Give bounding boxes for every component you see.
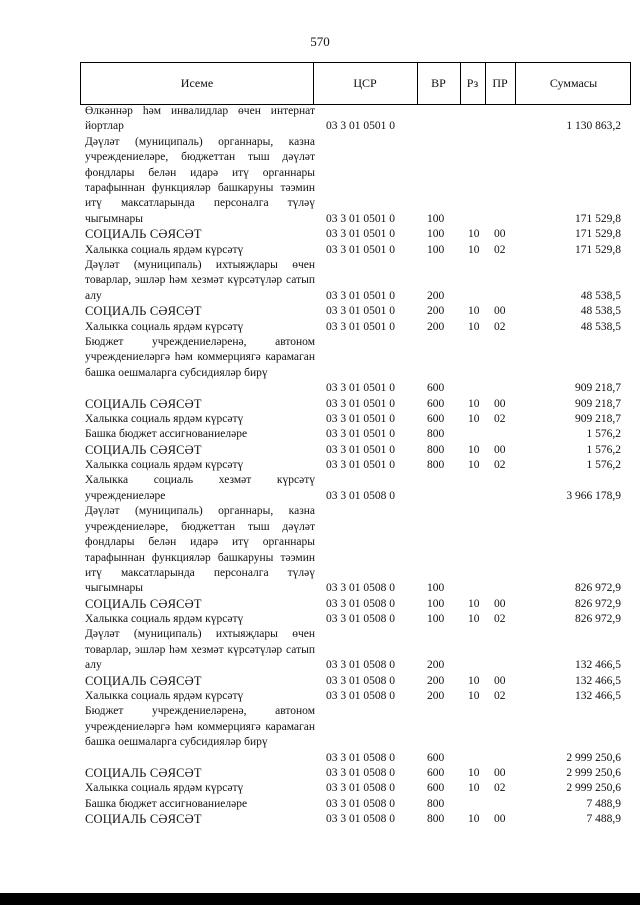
table-row (80, 689, 631, 704)
cell-pr: 00 (494, 305, 506, 318)
cell-sum: 1 576,2 (586, 428, 621, 441)
cell-rz: 10 (468, 320, 480, 333)
cell-name: Дәүләт (муниципаль) ихтыяҗлары өчен товарлар, эшләр һәм хезмәт күрсәтүләр сатып алу (85, 258, 315, 302)
table-row (80, 504, 631, 596)
header-sum: Суммасы (549, 76, 598, 90)
cell-csr: 03 3 01 0508 0 (326, 797, 395, 810)
cell-sum: 1 576,2 (586, 459, 621, 472)
cell-csr: 03 3 01 0508 0 (326, 767, 395, 780)
cell-pr: 00 (494, 597, 506, 610)
cell-sum: 909 218,7 (575, 382, 621, 395)
cell-csr: 03 3 01 0501 0 (326, 289, 395, 302)
cell-vr: 200 (427, 320, 445, 333)
cell-csr: 03 3 01 0508 0 (326, 782, 395, 795)
cell-sum: 171 529,8 (575, 212, 621, 225)
cell-name: Дәүләт (муниципаль) органнары, казна учреждениеләре, бюджеттан тыш дәүләт фондлары белән идарә итү органнары тарафыннан функцияләр башкаруны тәэмин итү максатларында персоналга түләү чыгымнары (85, 505, 315, 595)
cell-csr: 03 3 01 0501 0 (326, 243, 395, 256)
cell-vr: 100 (427, 228, 445, 241)
table-row (80, 766, 631, 781)
cell-pr: 00 (494, 397, 506, 410)
cell-rz: 10 (468, 690, 480, 703)
cell-vr: 100 (427, 212, 445, 225)
cell-vr: 200 (427, 305, 445, 318)
cell-csr: 03 3 01 0501 0 (326, 305, 395, 318)
table-header (80, 62, 631, 105)
cell-csr: 03 3 01 0508 0 (326, 751, 395, 764)
cell-vr: 100 (427, 243, 445, 256)
cell-vr: 200 (427, 289, 445, 302)
cell-name: СОЦИАЛЬ СӘЯСӘТ (85, 812, 202, 827)
cell-name: СОЦИАЛЬ СӘЯСӘТ (85, 442, 202, 457)
cell-pr: 00 (494, 228, 506, 241)
cell-csr: 03 3 01 0501 0 (326, 443, 395, 456)
table-row (80, 427, 631, 442)
table-row (80, 258, 631, 304)
cell-vr: 600 (427, 397, 445, 410)
cell-vr: 100 (427, 582, 445, 595)
header-vr: ВР (431, 76, 446, 90)
cell-rz: 10 (468, 674, 480, 687)
header-pr: ПР (492, 76, 508, 90)
cell-pr: 00 (494, 813, 506, 826)
cell-rz: 10 (468, 459, 480, 472)
cell-rz: 10 (468, 813, 480, 826)
cell-vr: 800 (427, 797, 445, 810)
cell-name: Халыкка социаль ярдәм күрсәтү (85, 320, 244, 333)
table-row (80, 335, 631, 397)
table-row (80, 397, 631, 412)
cell-rz: 10 (468, 782, 480, 795)
cell-pr: 00 (494, 443, 506, 456)
cell-sum: 826 972,9 (575, 582, 621, 595)
table-row (80, 473, 631, 504)
cell-rz: 10 (468, 613, 480, 626)
cell-csr: 03 3 01 0501 0 (326, 412, 395, 425)
cell-vr: 200 (427, 674, 445, 687)
cell-sum: 2 999 250,6 (566, 767, 621, 780)
cell-pr: 02 (494, 459, 506, 472)
cell-name: Халыкка социаль ярдәм күрсәтү (85, 412, 244, 425)
cell-pr: 02 (494, 243, 506, 256)
table-row (80, 320, 631, 335)
table-row (80, 135, 631, 227)
cell-name: Бюджет учреждениеләренә, автоном учреждениеләргә һәм коммерциягә карамаган башка оешмаларга субсидияләр бирү (85, 335, 315, 379)
cell-sum: 48 538,5 (580, 305, 621, 318)
cell-csr: 03 3 01 0508 0 (326, 659, 395, 672)
cell-sum: 826 972,9 (575, 597, 621, 610)
cell-sum: 2 999 250,6 (566, 782, 621, 795)
cell-csr: 03 3 01 0508 0 (326, 690, 395, 703)
table-row (80, 781, 631, 796)
cell-name: Халыкка социаль ярдәм күрсәтү (85, 782, 244, 795)
cell-name: Бюджет учреждениеләренә, автоном учреждениеләргә һәм коммерциягә карамаган башка оешмаларга субсидияләр бирү (85, 705, 315, 749)
table-row (80, 458, 631, 473)
table-row (80, 704, 631, 766)
cell-rz: 10 (468, 228, 480, 241)
cell-csr: 03 3 01 0501 0 (326, 320, 395, 333)
table-row (80, 304, 631, 319)
cell-sum: 48 538,5 (580, 320, 621, 333)
cell-vr: 600 (427, 767, 445, 780)
cell-sum: 132 466,5 (575, 690, 621, 703)
cell-csr: 03 3 01 0508 0 (326, 613, 395, 626)
cell-vr: 800 (427, 443, 445, 456)
cell-name: СОЦИАЛЬ СӘЯСӘТ (85, 673, 202, 688)
cell-name: Дәүләт (муниципаль) органнары, казна учреждениеләре, бюджеттан тыш дәүләт фондлары белән идарә итү органнары тарафыннан функцияләр башкаруны тәэмин итү максатларында персоналга түләү чыгымнары (85, 135, 315, 225)
cell-vr: 200 (427, 690, 445, 703)
cell-name: СОЦИАЛЬ СӘЯСӘТ (85, 596, 202, 611)
header-rz: Рз (466, 76, 479, 90)
cell-csr: 03 3 01 0501 0 (326, 212, 395, 225)
table-row (80, 443, 631, 458)
cell-vr: 600 (427, 382, 445, 395)
cell-name: Халыкка социаль хезмәт күрсәтү учреждениеләре (85, 474, 315, 502)
cell-vr: 800 (427, 813, 445, 826)
table-row (80, 104, 631, 135)
cell-vr: 600 (427, 412, 445, 425)
table-row (80, 227, 631, 242)
cell-name: СОЦИАЛЬ СӘЯСӘТ (85, 304, 202, 319)
cell-csr: 03 3 01 0508 0 (326, 813, 395, 826)
cell-pr: 00 (494, 767, 506, 780)
table-row (80, 812, 631, 827)
table-body (80, 104, 631, 828)
cell-csr: 03 3 01 0508 0 (326, 582, 395, 595)
table-row (80, 674, 631, 689)
header-csr: ЦСР (353, 76, 377, 90)
cell-vr: 100 (427, 613, 445, 626)
cell-pr: 02 (494, 320, 506, 333)
cell-rz: 10 (468, 412, 480, 425)
cell-name: Дәүләт (муниципаль) ихтыяҗлары өчен товарлар, эшләр һәм хезмәт күрсәтүләр сатып алу (85, 628, 315, 672)
cell-name: Халыкка социаль ярдәм күрсәтү (85, 613, 244, 626)
cell-csr: 03 3 01 0501 0 (326, 428, 395, 441)
cell-pr: 00 (494, 674, 506, 687)
table-row (80, 243, 631, 258)
header-name: Исеме (180, 76, 214, 90)
cell-rz: 10 (468, 597, 480, 610)
cell-pr: 02 (494, 782, 506, 795)
cell-vr: 800 (427, 428, 445, 441)
cell-name: Башка бюджет ассигнованиеләре (85, 797, 248, 810)
cell-sum: 3 966 178,9 (566, 489, 621, 502)
cell-name: Халыкка социаль ярдәм күрсәтү (85, 690, 244, 703)
cell-vr: 600 (427, 751, 445, 764)
cell-vr: 200 (427, 659, 445, 672)
cell-sum: 909 218,7 (575, 412, 621, 425)
table-row (80, 797, 631, 812)
cell-csr: 03 3 01 0508 0 (326, 597, 395, 610)
cell-pr: 02 (494, 690, 506, 703)
cell-pr: 02 (494, 412, 506, 425)
cell-csr: 03 3 01 0501 0 (326, 120, 395, 133)
cell-sum: 171 529,8 (575, 243, 621, 256)
cell-name: Өлкәннәр һәм инвалидлар өчен интернат йортлар (85, 105, 315, 133)
cell-rz: 10 (468, 767, 480, 780)
scan-edge-bar (0, 893, 640, 905)
cell-sum: 909 218,7 (575, 397, 621, 410)
cell-name: СОЦИАЛЬ СӘЯСӘТ (85, 227, 202, 242)
table-row (80, 597, 631, 612)
cell-sum: 2 999 250,6 (566, 751, 621, 764)
table-row (80, 612, 631, 627)
cell-vr: 100 (427, 597, 445, 610)
cell-rz: 10 (468, 243, 480, 256)
cell-sum: 171 529,8 (575, 228, 621, 241)
cell-csr: 03 3 01 0508 0 (326, 674, 395, 687)
table-row (80, 627, 631, 673)
cell-csr: 03 3 01 0501 0 (326, 397, 395, 410)
cell-sum: 7 488,9 (586, 797, 621, 810)
cell-name: Халыкка социаль ярдәм күрсәтү (85, 243, 244, 256)
cell-sum: 132 466,5 (575, 674, 621, 687)
cell-sum: 1 130 863,2 (566, 120, 621, 133)
cell-rz: 10 (468, 305, 480, 318)
cell-sum: 48 538,5 (580, 289, 621, 302)
cell-name: Халыкка социаль ярдәм күрсәтү (85, 459, 244, 472)
cell-rz: 10 (468, 443, 480, 456)
cell-csr: 03 3 01 0501 0 (326, 228, 395, 241)
cell-pr: 02 (494, 613, 506, 626)
cell-name: СОЦИАЛЬ СӘЯСӘТ (85, 766, 202, 781)
table-row (80, 412, 631, 427)
cell-vr: 800 (427, 459, 445, 472)
cell-sum: 826 972,9 (575, 613, 621, 626)
cell-name: СОЦИАЛЬ СӘЯСӘТ (85, 396, 202, 411)
cell-vr: 600 (427, 782, 445, 795)
cell-rz: 10 (468, 397, 480, 410)
cell-sum: 7 488,9 (586, 813, 621, 826)
cell-sum: 132 466,5 (575, 659, 621, 672)
page-number: 570 (310, 34, 330, 49)
cell-name: Башка бюджет ассигнованиеләре (85, 428, 248, 441)
cell-csr: 03 3 01 0508 0 (326, 489, 395, 502)
cell-csr: 03 3 01 0501 0 (326, 459, 395, 472)
cell-sum: 1 576,2 (586, 443, 621, 456)
cell-csr: 03 3 01 0501 0 (326, 382, 395, 395)
